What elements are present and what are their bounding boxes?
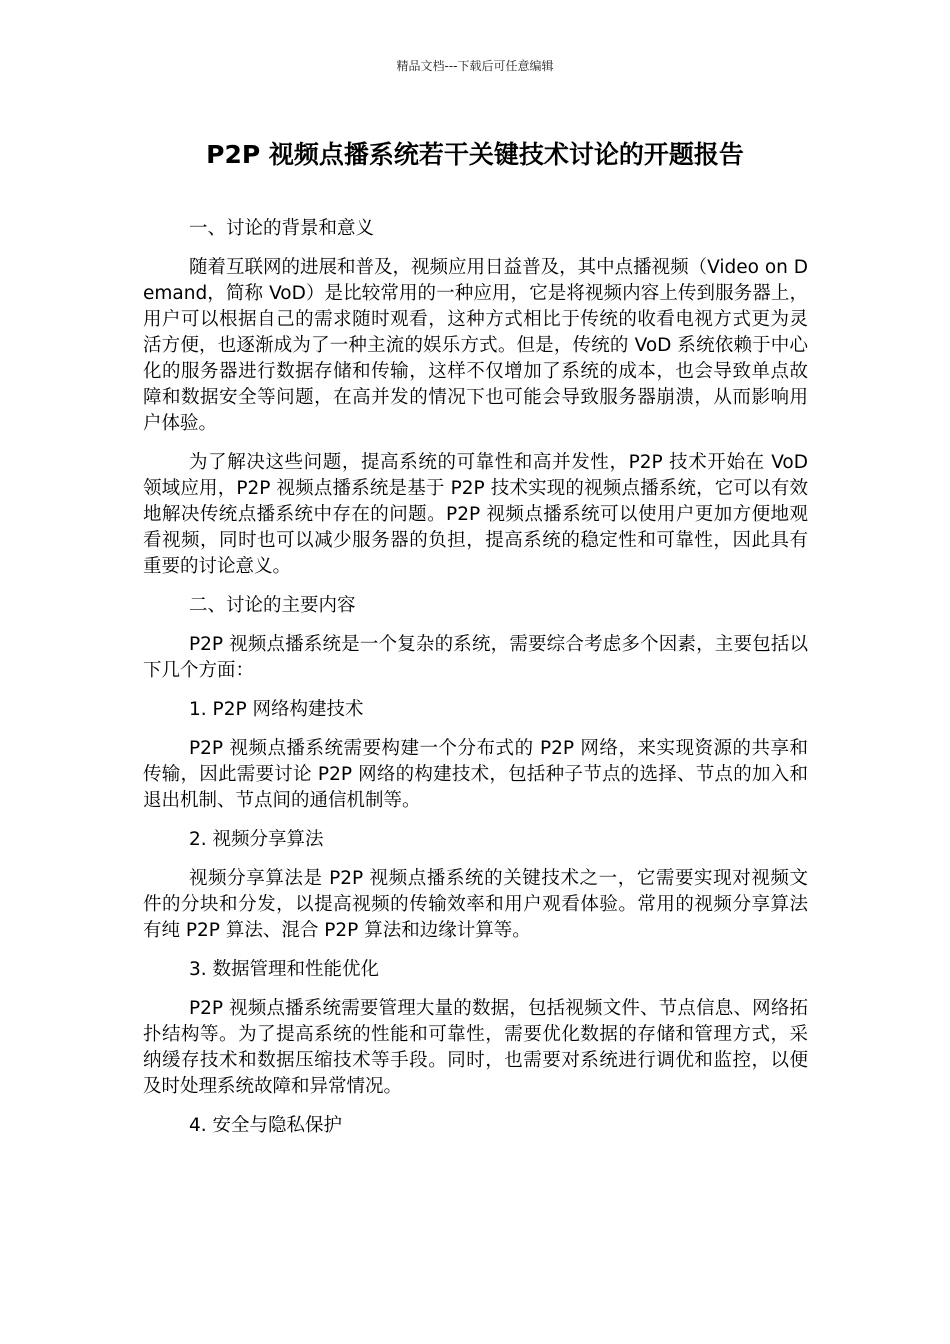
paragraph-data-management: P2P 视频点播系统需要管理大量的数据，包括视频文件、节点信息、网络拓扑结构等。为了提高系统的性能和可靠性，需要优化数据的存储和管理方式，采纳缓存技术和数据压缩技术等手段。同时，也需要对系统进行调优和监控，以便及时处理系统故障和异常情况。	[143, 998, 808, 1097]
subheading-data-management: 3. 数据管理和性能优化	[189, 959, 380, 980]
subheading-security-privacy: 4. 安全与隐私保护	[189, 1115, 343, 1136]
document-title: P2P 视频点播系统若干关键技术讨论的开题报告	[206, 140, 744, 169]
paragraph-background-2: 为了解决这些问题，提高系统的可靠性和高并发性，P2P 技术开始在 VoD 领域应用，P2P 视频点播系统是基于 P2P 技术实现的视频点播系统，它可以有效地解决传统点播系统中存在的问题。P2P 视频点播系统可以使用户更加方便地观看视频，同时也可以减少服务器的负担，提高系统的稳定性和可靠性，因此具有重要的讨论意义。	[143, 452, 808, 577]
paragraph-content-intro: P2P 视频点播系统是一个复杂的系统，需要综合考虑多个因素，主要包括以下几个方面：	[143, 634, 808, 681]
section-heading-background: 一、讨论的背景和意义	[189, 218, 375, 239]
paragraph-video-sharing: 视频分享算法是 P2P 视频点播系统的关键技术之一，它需要实现对视频文件的分块和分发，以提高视频的传输效率和用户观看体验。常用的视频分享算法有纯 P2P 算法、混合 P2P 算法和边缘计算等。	[143, 868, 808, 941]
document-body	[143, 216, 808, 1152]
subheading-p2p-network: 1. P2P 网络构建技术	[189, 699, 364, 720]
paragraph-background-1: 随着互联网的进展和普及，视频应用日益普及，其中点播视频（Video on Demand，简称 VoD）是比较常用的一种应用，它是将视频内容上传到服务器上，用户可以根据自己的需求随时观看，这种方式相比于传统的收看电视方式更为灵活方便，也逐渐成为了一种主流的娱乐方式。但是，传统的 VoD 系统依赖于中心化的服务器进行数据存储和传输，这样不仅增加了系统的成本，也会导致单点故障和数据安全等问题，在高并发的情况下也可能会导致服务器崩溃，从而影响用户体验。	[143, 257, 808, 434]
section-heading-content: 二、讨论的主要内容	[189, 595, 356, 616]
paragraph-p2p-network: P2P 视频点播系统需要构建一个分布式的 P2P 网络，来实现资源的共享和传输，因此需要讨论 P2P 网络的构建技术，包括种子节点的选择、节点的加入和退出机制、节点间的通信机制等。	[143, 738, 808, 811]
header-note: 精品文档---下载后可任意编辑	[396, 59, 554, 73]
subheading-video-sharing: 2. 视频分享算法	[189, 829, 324, 850]
